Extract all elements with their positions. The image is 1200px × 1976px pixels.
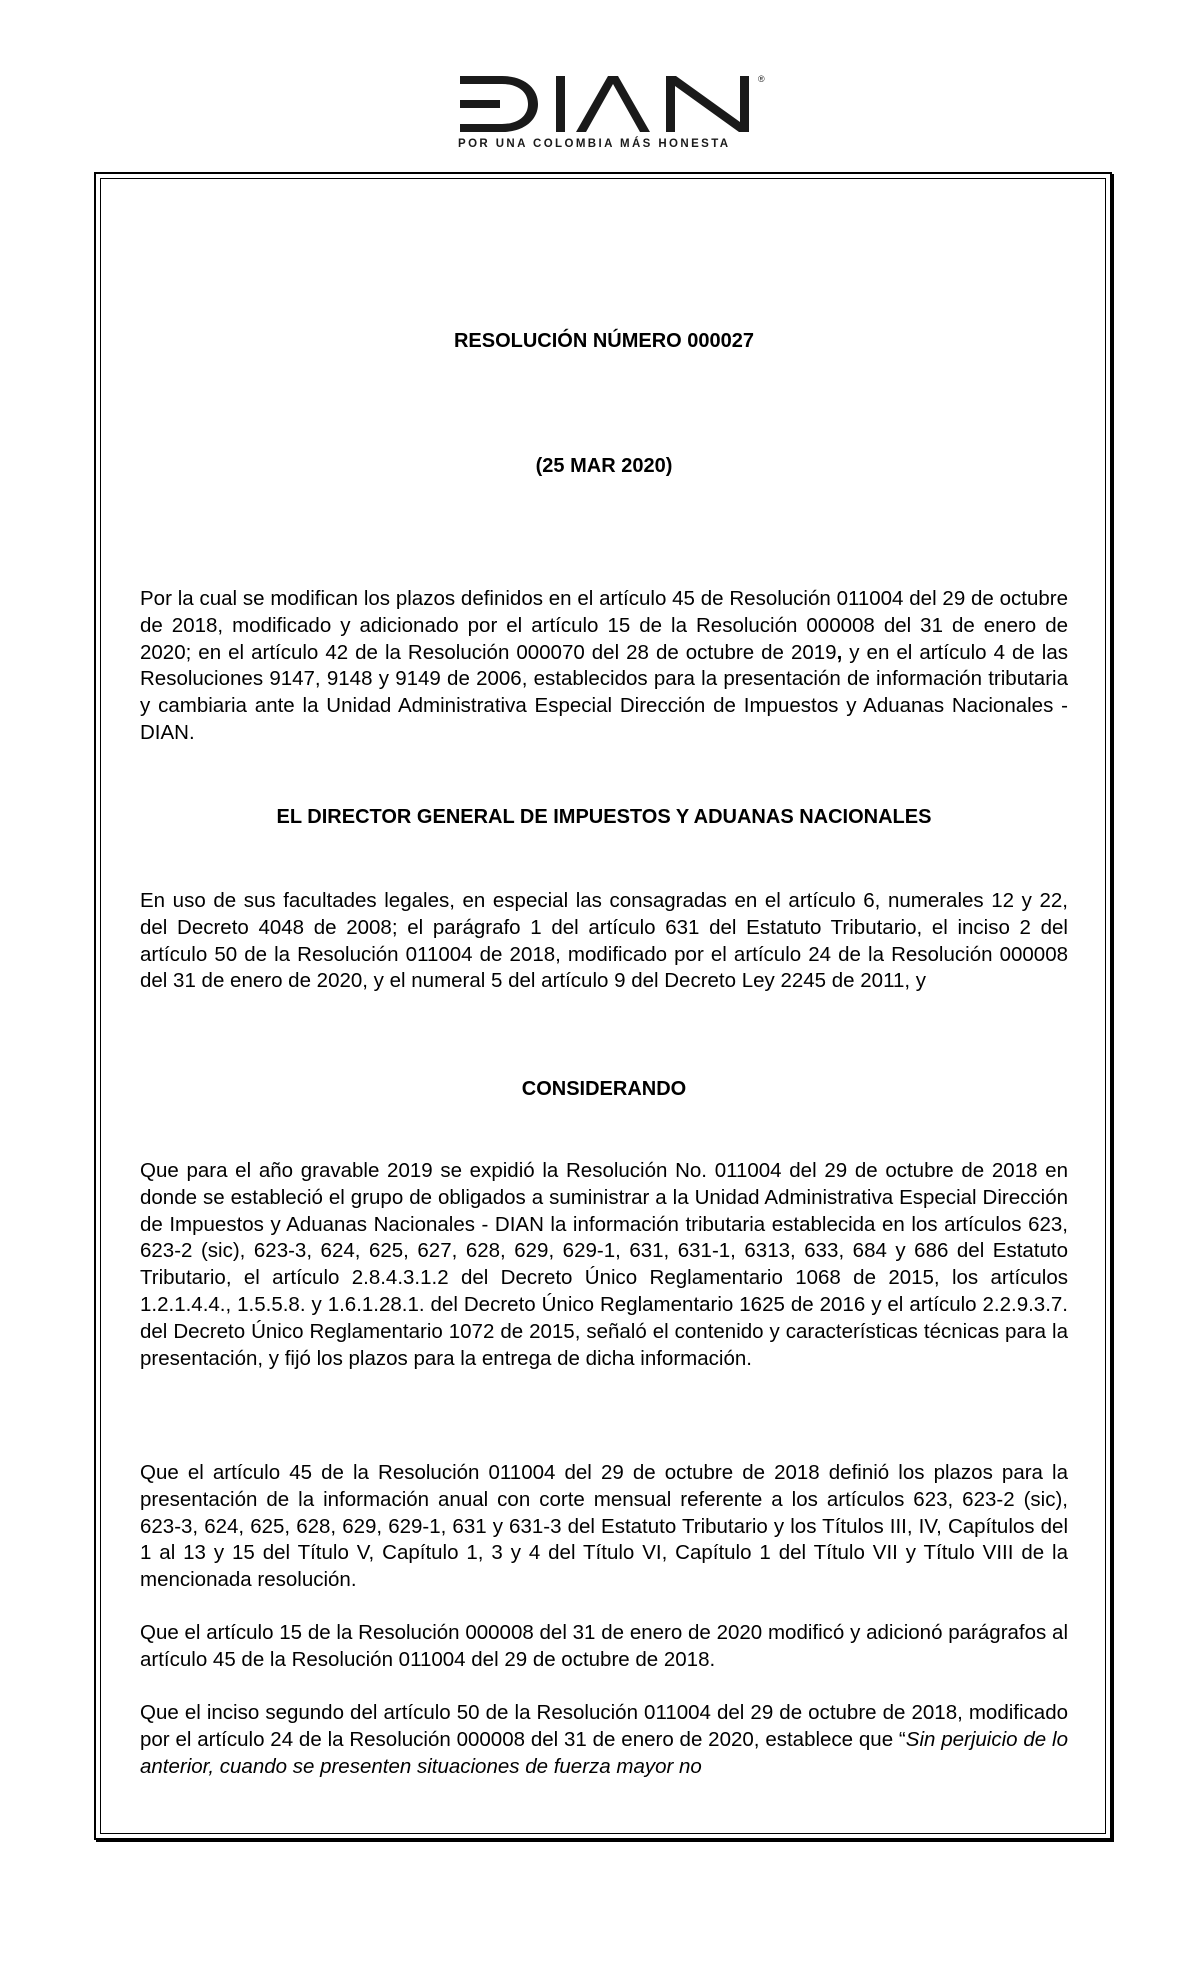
last-consideration-text: Que el inciso segundo del artículo 50 de la Resolución 011004 del 29 de octubre de 2018, modificado por el artículo 24 de la Resolución 000008 del 31 de enero de 2020, establece que “ bbox=[140, 1701, 1068, 1751]
dian-logo bbox=[458, 74, 768, 154]
summary-text-part1: Por la cual se modifican los plazos definidos en el artículo 45 de Resolución 011004 del 29 de octubre de 2018, modificado y adicionado por el artículo 15 de la Resolución 000008 del 31 de enero de 2020; en el artículo 42 de la Resolución 000070 del 28 de octubre de 2019 bbox=[140, 587, 1068, 664]
authority-heading: EL DIRECTOR GENERAL DE IMPUESTOS Y ADUANAS NACIONALES bbox=[276, 806, 932, 828]
considering-heading: CONSIDERANDO bbox=[521, 1078, 687, 1100]
registered-mark: ® bbox=[758, 74, 765, 84]
logo-tagline: POR UNA COLOMBIA MÁS HONESTA bbox=[458, 138, 731, 150]
legal-powers-paragraph: En uso de sus facultades legales, en especial las consagradas en el artículo 6, numerales 12 y 22, del Decreto 4048 de 2008; el parágrafo 1 del artículo 631 del Estatuto Tributario, el inciso 2 del artículo 50 de la Resolución 011004 de 2018, modificado por el artículo 24 de la Resolución 000008 del 31 de enero de 2020, y el numeral 5 del artículo 9 del Decreto Ley 2245 de 2011, y bbox=[140, 889, 1068, 993]
consideration-paragraph: Que para el año gravable 2019 se expidió la Resolución No. 011004 del 29 de octubre de 2018 en donde se estableció el grupo de obligados a suministrar a la Unidad Administrativa Especial Dirección de Impuestos y Aduanas Nacionales - DIAN la información tributaria establecida en los artículos 623, 623-2 (sic), 623-3, 624, 625, 627, 628, 629, 629-1, 631, 631-1, 6313, 633, 684 y 686 del Estatuto Tributario, el artículo 2.8.4.3.1.2 del Decreto Único Reglamentario 1068 de 2015, los artículos 1.2.1.4.4., 1.5.5.8. y 1.6.1.28.1. del Decreto Único Reglamentario 1625 de 2016 y el artículo 2.2.9.3.7. del Decreto Único Reglamentario 1072 de 2015, señaló el contenido y características técnicas para la presentación, y fijó los plazos para la entrega de dicha información. bbox=[140, 1159, 1068, 1370]
summary-bold-comma: , bbox=[836, 640, 843, 664]
quoted-text: Sin perjuicio de lo anterior, cuando se presenten situaciones de fuerza mayor no bbox=[140, 1727, 1068, 1778]
resolution-title: RESOLUCIÓN NÚMERO 000027 bbox=[453, 330, 755, 352]
resolution-summary bbox=[140, 586, 1068, 747]
consideration-paragraph-last bbox=[140, 1700, 1068, 1780]
summary-text-part2: y en el artículo 4 de las Resoluciones 9147, 9148 y 9149 de 2006, establecidos para la presentación de información tributaria y cambiaria ante la Unidad Administrativa Especial Dirección de Impuestos y Aduanas Nacionales - DIAN. bbox=[140, 640, 1069, 744]
consideration-paragraph: Que el artículo 45 de la Resolución 011004 del 29 de octubre de 2018 definió los plazos para la presentación de la información anual con corte mensual referente a los artículos 623, 623-2 (sic), 623-3, 624, 625, 628, 629, 629-1, 631 y 631-3 del Estatuto Tributario y los Títulos III, IV, Capítulos del 1 al 13 y 15 del Título V, Capítulo 1, 3 y 4 del Título VI, Capítulo 1 del Título VII y Título VIII de la mencionada resolución. bbox=[140, 1461, 1068, 1592]
resolution-date: (25 MAR 2020) bbox=[535, 455, 673, 477]
dian-wordmark bbox=[458, 74, 758, 134]
consideration-paragraph: Que el artículo 15 de la Resolución 000008 del 31 de enero de 2020 modificó y adicionó parágrafos al artículo 45 de la Resolución 011004 del 29 de octubre de 2018. bbox=[140, 1621, 1068, 1671]
